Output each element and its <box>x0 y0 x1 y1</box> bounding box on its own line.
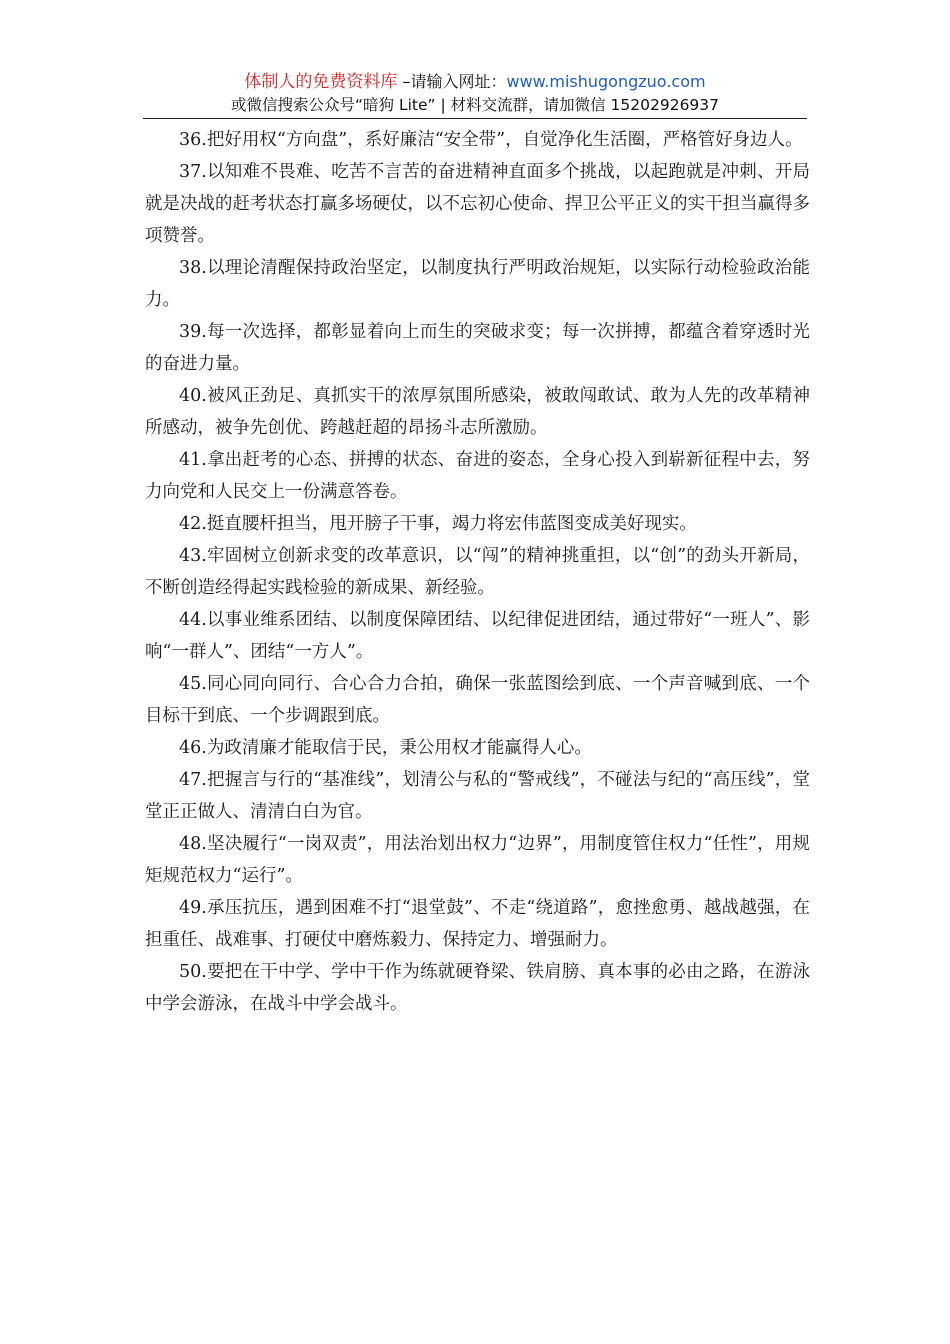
document-body <box>145 124 810 1020</box>
url-prompt: –请输入网址： <box>397 72 507 91</box>
list-item: 50.要把在干中学、学中干作为练就硬脊梁、铁肩膀、真本事的必由之路，在游泳中学会游泳，在战斗中学会战斗。 <box>145 962 810 1014</box>
list-item: 45.同心同向同行、合心合力合拍，确保一张蓝图绘到底、一个声音喊到底、一个目标干到底、一个步调跟到底。 <box>145 674 810 726</box>
list-item: 42.挺直腰杆担当，甩开膀子干事，竭力将宏伟蓝图变成美好现实。 <box>179 514 697 534</box>
header-line-2: 或微信搜索公众号“暗狗 Lite” | 材料交流群，请加微信 15202926937 <box>230 96 720 114</box>
list-item: 43.牢固树立创新求变的改革意识，以“闯”的精神挑重担，以“创”的劲头开新局，不断创造经得起实践检验的新成果、新经验。 <box>145 546 810 598</box>
list-item: 41.拿出赶考的心态、拼搏的状态、奋进的姿态，全身心投入到崭新征程中去，努力向党和人民交上一份满意答卷。 <box>145 450 810 502</box>
list-item: 48.坚决履行“一岗双责”，用法治划出权力“边界”，用制度管住权力“任性”，用规矩规范权力“运行”。 <box>145 834 810 886</box>
page-header <box>143 70 807 116</box>
list-item: 47.把握言与行的“基准线”，划清公与私的“警戒线”，不碰法与纪的“高压线”，堂堂正正做人、清清白白为官。 <box>145 770 810 822</box>
list-item: 37.以知难不畏难、吃苦不言苦的奋进精神直面多个挑战，以起跑就是冲刺、开局就是决战的赶考状态打赢多场硬仗，以不忘初心使命、捍卫公平正义的实干担当赢得多项赞誉。 <box>145 162 810 246</box>
list-item: 38.以理论清醒保持政治坚定，以制度执行严明政治规矩，以实际行动检验政治能力。 <box>145 258 810 310</box>
list-item: 44.以事业维系团结、以制度保障团结、以纪律促进团结，通过带好“一班人”、影响“一群人”、团结“一方人”。 <box>145 610 810 662</box>
list-item: 46.为政清廉才能取信于民，秉公用权才能赢得人心。 <box>179 738 592 758</box>
brand-title: 体制人的免费资料库 <box>244 72 398 92</box>
header-divider <box>143 118 807 119</box>
list-item: 40.被风正劲足、真抓实干的浓厚氛围所感染，被敢闯敢试、敢为人先的改革精神所感动，被争先创优、跨越赶超的昂扬斗志所激励。 <box>145 386 810 438</box>
list-item: 36.把好用权“方向盘”，系好廉洁“安全带”，自觉净化生活圈，严格管好身边人。 <box>179 130 803 150</box>
list-item: 39.每一次选择，都彰显着向上而生的突破求变；每一次拼搏，都蕴含着穿透时光的奋进力量。 <box>145 322 810 374</box>
header-line-1 <box>143 70 807 94</box>
site-url-link[interactable]: www.mishugongzuo.com <box>506 72 706 91</box>
list-item: 49.承压抗压，遇到困难不打“退堂鼓”、不走“绕道路”，愈挫愈勇、越战越强，在担重任、战难事、打硬仗中磨炼毅力、保持定力、增强耐力。 <box>145 898 810 950</box>
